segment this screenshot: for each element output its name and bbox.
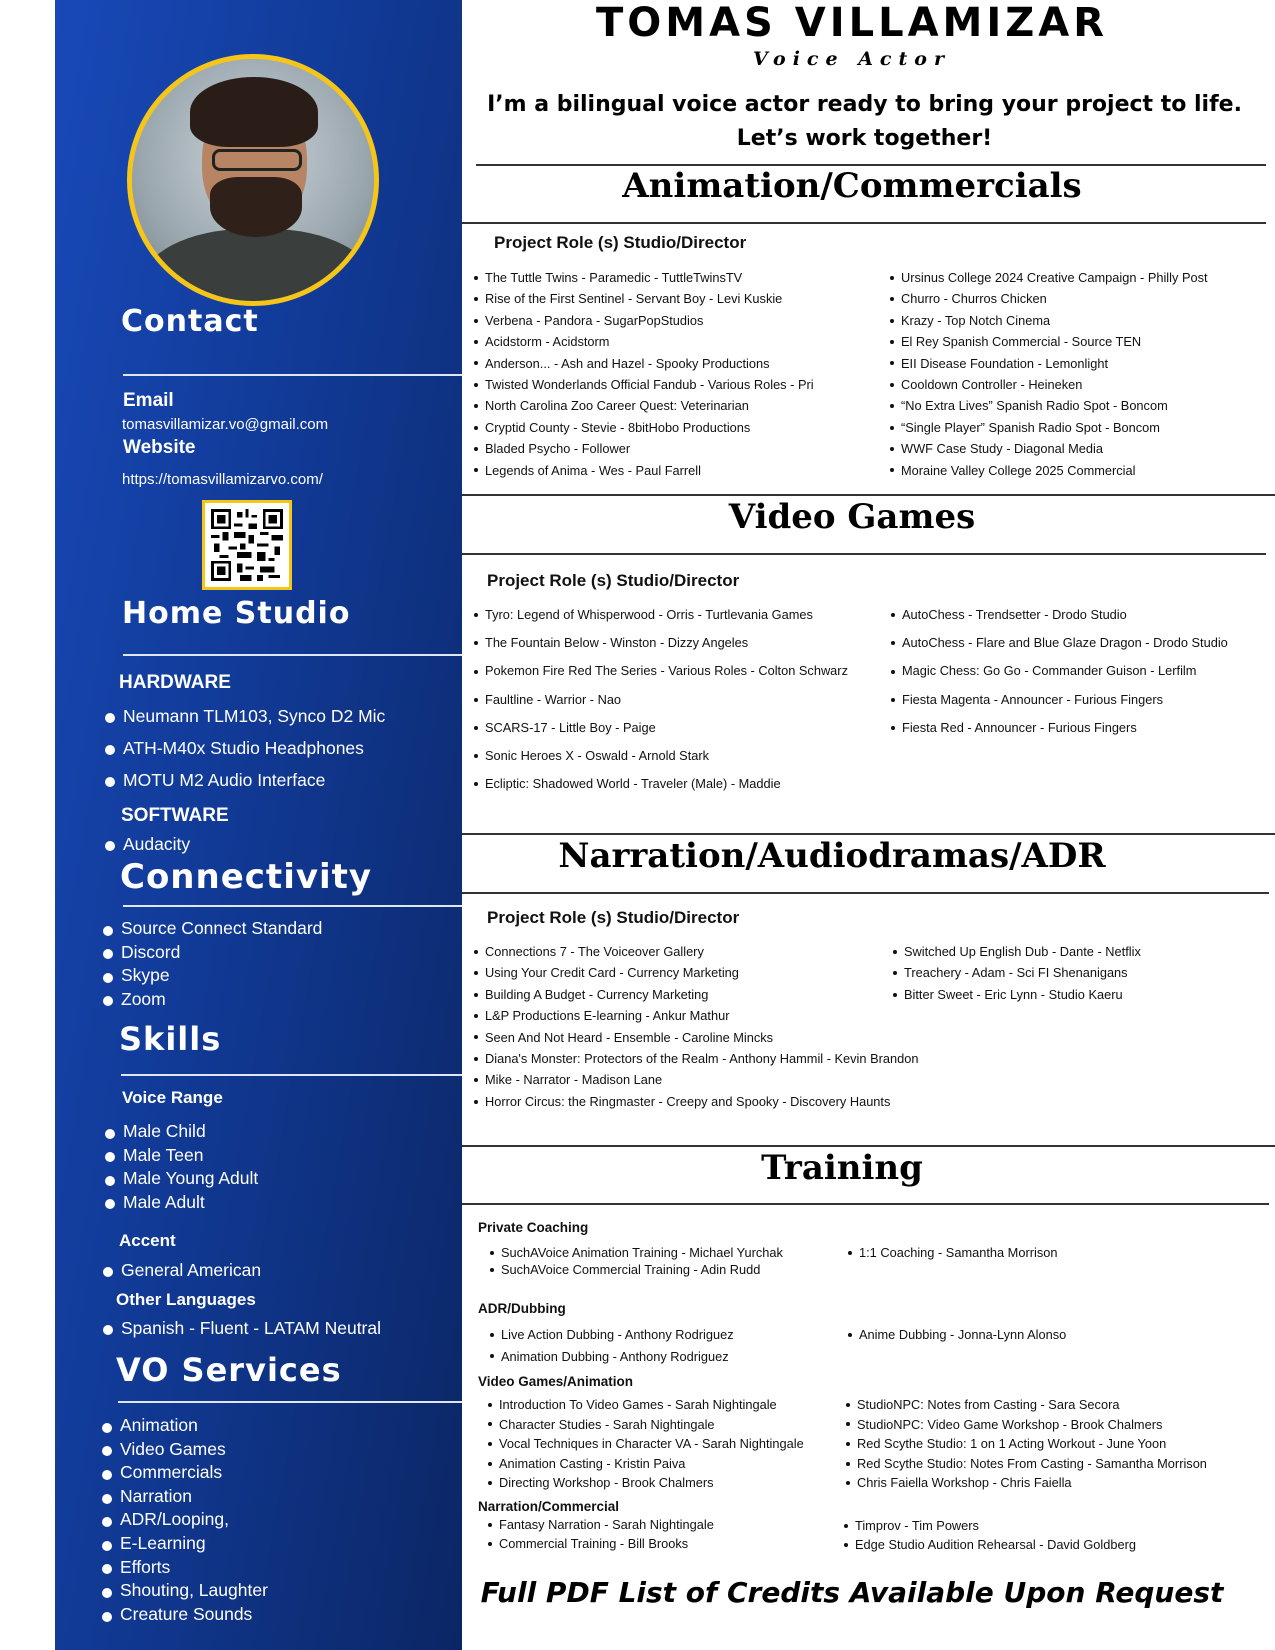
- skills-heading: Skills: [119, 1020, 222, 1058]
- animation-section-title: Animation/Commercials: [622, 166, 1082, 206]
- list-item: Faultline - Warrior - Nao: [474, 686, 848, 714]
- training-subheading: Private Coaching: [478, 1220, 589, 1235]
- list-item: AutoChess - Trendsetter - Drodo Studio: [891, 601, 1228, 629]
- list-item: Animation: [102, 1414, 268, 1438]
- accent-label: Accent: [119, 1231, 176, 1250]
- list-item: Using Your Credit Card - Currency Marketing: [474, 962, 918, 983]
- list-item: Horror Circus: the Ringmaster - Creepy and Spooky - Discovery Haunts: [474, 1091, 918, 1112]
- list-item: Directing Workshop - Brook Chalmers: [488, 1473, 804, 1493]
- list-item: EII Disease Foundation - Lemonlight: [890, 353, 1208, 374]
- list-item: El Rey Spanish Commercial - Source TEN: [890, 331, 1208, 352]
- list-item: Video Games: [102, 1438, 268, 1462]
- other-languages-label: Other Languages: [116, 1290, 256, 1309]
- column-header: Project Role (s) Studio/Director: [487, 571, 740, 590]
- list-item: Source Connect Standard: [103, 917, 322, 941]
- list-item: Seen And Not Heard - Ensemble - Caroline Mincks: [474, 1027, 918, 1048]
- list-item: Churro - Churros Chicken: [890, 288, 1208, 309]
- list-item: Male Adult: [105, 1191, 258, 1215]
- list-item: Male Child: [105, 1120, 258, 1144]
- divider: [462, 1203, 1269, 1205]
- list-item: Tyro: Legend of Whisperwood - Orris - Turtlevania Games: [474, 601, 848, 629]
- training-list: [842, 1517, 1136, 1554]
- list-item: Connections 7 - The Voiceover Gallery: [474, 941, 918, 962]
- narration-credits-right: [893, 941, 1141, 1005]
- list-item: Krazy - Top Notch Cinema: [890, 310, 1208, 331]
- list-item: MOTU M2 Audio Interface: [105, 764, 385, 796]
- contact-heading: Contact: [121, 304, 259, 339]
- list-item: Animation Dubbing - Anthony Rodriguez: [490, 1346, 734, 1368]
- list-item: Ursinus College 2024 Creative Campaign - Philly Post: [890, 267, 1208, 288]
- list-item: Timprov - Tim Powers: [844, 1517, 1136, 1536]
- list-item: 1:1 Coaching - Samantha Morrison: [848, 1244, 1057, 1261]
- list-item: Treachery - Adam - Sci FI Shenanigans: [893, 962, 1141, 983]
- website-link[interactable]: https://tomasvillamizarvo.com/: [122, 471, 323, 488]
- list-item: Chris Faiella Workshop - Chris Faiella: [846, 1473, 1207, 1493]
- list-item: SuchAVoice Commercial Training - Adin Rudd: [490, 1261, 783, 1278]
- list-item: Switched Up English Dub - Dante - Netflix: [893, 941, 1141, 962]
- list-item: Sonic Heroes X - Oswald - Arnold Stark: [474, 742, 848, 770]
- list-item: Neumann TLM103, Synco D2 Mic: [105, 700, 385, 732]
- training-list: [842, 1324, 1066, 1346]
- divider: [462, 892, 1269, 894]
- list-item: StudioNPC: Notes from Casting - Sara Secora: [846, 1395, 1207, 1415]
- vo-services-heading: VO Services: [116, 1351, 342, 1389]
- animation-credits-left: [474, 267, 814, 481]
- software-label: SOFTWARE: [121, 805, 229, 826]
- list-item: Twisted Wonderlands Official Fandub - Various Roles - Pri: [474, 374, 814, 395]
- list-item: Magic Chess: Go Go - Commander Guison - Lerfilm: [891, 657, 1228, 685]
- divider: [118, 1401, 462, 1403]
- profile-photo: [127, 54, 379, 306]
- vo-services-list: [102, 1414, 268, 1626]
- list-item: StudioNPC: Video Game Workshop - Brook Chalmers: [846, 1415, 1207, 1435]
- list-item: Legends of Anima - Wes - Paul Farrell: [474, 460, 814, 481]
- training-subheading: Narration/Commercial: [478, 1499, 620, 1514]
- list-item: Cryptid County - Stevie - 8bitHobo Productions: [474, 417, 814, 438]
- list-item: Cooldown Controller - Heineken: [890, 374, 1208, 395]
- list-item: The Fountain Below - Winston - Dizzy Angeles: [474, 629, 848, 657]
- list-item: Verbena - Pandora - SugarPopStudios: [474, 310, 814, 331]
- list-item: E-Learning: [102, 1532, 268, 1556]
- list-item: WWF Case Study - Diagonal Media: [890, 438, 1208, 459]
- video-games-section-title: Video Games: [728, 497, 976, 537]
- software-list: [105, 832, 190, 856]
- list-item: General American: [103, 1258, 261, 1282]
- email-link[interactable]: tomasvillamizar.vo@gmail.com: [122, 416, 329, 433]
- video-games-credits-left: [474, 601, 848, 798]
- training-subheading: Video Games/Animation: [478, 1374, 634, 1389]
- training-list: [842, 1395, 1207, 1493]
- voice-range-label: Voice Range: [122, 1088, 223, 1107]
- list-item: Acidstorm - Acidstorm: [474, 331, 814, 352]
- list-item: Edge Studio Audition Rehearsal - David Goldberg: [844, 1536, 1136, 1555]
- divider: [462, 494, 1275, 496]
- list-item: Pokemon Fire Red The Series - Various Roles - Colton Schwarz: [474, 657, 848, 685]
- sidebar: [55, 0, 462, 1650]
- name-title: TOMAS VILLAMIZAR: [595, 0, 1108, 46]
- list-item: Audacity: [105, 832, 190, 856]
- list-item: ATH-M40x Studio Headphones: [105, 732, 385, 764]
- column-header: Project Role (s) Studio/Director: [494, 233, 747, 252]
- tagline-line: I’m a bilingual voice actor ready to bring your project to life.: [487, 92, 1242, 117]
- training-list: [490, 1324, 734, 1367]
- role-subtitle: Voice Actor: [753, 48, 951, 70]
- languages-list: [103, 1316, 381, 1340]
- list-item: Anime Dubbing - Jonna-Lynn Alonso: [848, 1324, 1066, 1346]
- tagline: [462, 88, 1267, 156]
- list-item: Male Young Adult: [105, 1167, 258, 1191]
- list-item: Live Action Dubbing - Anthony Rodriguez: [490, 1324, 734, 1346]
- list-item: “Single Player” Spanish Radio Spot - Boncom: [890, 417, 1208, 438]
- list-item: Efforts: [102, 1556, 268, 1580]
- divider: [462, 1145, 1275, 1147]
- connectivity-heading: Connectivity: [120, 857, 373, 897]
- video-games-credits-right: [891, 601, 1228, 742]
- list-item: The Tuttle Twins - Paramedic - TuttleTwinsTV: [474, 267, 814, 288]
- list-item: Fiesta Red - Announcer - Furious Fingers: [891, 714, 1228, 742]
- list-item: Commercial Training - Bill Brooks: [488, 1535, 714, 1554]
- divider: [123, 905, 462, 907]
- training-list: [484, 1395, 804, 1493]
- list-item: Mike - Narrator - Madison Lane: [474, 1069, 918, 1090]
- training-subheading: ADR/Dubbing: [478, 1301, 566, 1316]
- list-item: Moraine Valley College 2025 Commercial: [890, 460, 1208, 481]
- main-content: [462, 0, 1275, 1650]
- divider: [123, 374, 462, 376]
- list-item: Animation Casting - Kristin Paiva: [488, 1454, 804, 1474]
- list-item: SCARS-17 - Little Boy - Paige: [474, 714, 848, 742]
- column-header: Project Role (s) Studio/Director: [487, 908, 740, 927]
- narration-section-title: Narration/Audiodramas/ADR: [558, 836, 1106, 876]
- voice-range-list: [105, 1120, 258, 1214]
- training-list: [842, 1244, 1057, 1261]
- training-list: [490, 1244, 783, 1278]
- narration-credits-left: [474, 941, 918, 1112]
- list-item: L&P Productions E-learning - Ankur Mathur: [474, 1005, 918, 1026]
- list-item: Shouting, Laughter: [102, 1579, 268, 1603]
- list-item: Red Scythe Studio: 1 on 1 Acting Workout - June Yoon: [846, 1434, 1207, 1454]
- list-item: Discord: [103, 941, 322, 965]
- list-item: Commercials: [102, 1461, 268, 1485]
- list-item: Creature Sounds: [102, 1603, 268, 1627]
- list-item: Ecliptic: Shadowed World - Traveler (Male) - Maddie: [474, 770, 848, 798]
- list-item: Skype: [103, 964, 322, 988]
- hardware-list: [105, 700, 385, 796]
- list-item: AutoChess - Flare and Blue Glaze Dragon - Drodo Studio: [891, 629, 1228, 657]
- list-item: Anderson... - Ash and Hazel - Spooky Productions: [474, 353, 814, 374]
- list-item: Rise of the First Sentinel - Servant Boy - Levi Kuskie: [474, 288, 814, 309]
- hardware-label: HARDWARE: [119, 672, 231, 693]
- divider: [121, 1074, 462, 1076]
- list-item: Red Scythe Studio: Notes From Casting - Samantha Morrison: [846, 1454, 1207, 1474]
- tagline-line: Let’s work together!: [736, 126, 993, 151]
- training-section-title: Training: [761, 1148, 923, 1188]
- list-item: Bladed Psycho - Follower: [474, 438, 814, 459]
- divider: [462, 222, 1266, 224]
- website-label: Website: [123, 437, 196, 458]
- list-item: Fantasy Narration - Sarah Nightingale: [488, 1516, 714, 1535]
- list-item: ADR/Looping,: [102, 1508, 268, 1532]
- divider: [462, 553, 1266, 555]
- qr-code[interactable]: [202, 500, 292, 590]
- list-item: Introduction To Video Games - Sarah Nightingale: [488, 1395, 804, 1415]
- list-item: Vocal Techniques in Character VA - Sarah Nightingale: [488, 1434, 804, 1454]
- home-studio-heading: Home Studio: [122, 596, 351, 631]
- list-item: Spanish - Fluent - LATAM Neutral: [103, 1316, 381, 1340]
- divider: [123, 654, 462, 656]
- email-label: Email: [123, 390, 174, 411]
- list-item: Building A Budget - Currency Marketing: [474, 984, 918, 1005]
- footer-note: Full PDF List of Credits Available Upon Request: [480, 1576, 1224, 1609]
- list-item: Character Studies - Sarah Nightingale: [488, 1415, 804, 1435]
- list-item: Fiesta Magenta - Announcer - Furious Fingers: [891, 686, 1228, 714]
- list-item: Bitter Sweet - Eric Lynn - Studio Kaeru: [893, 984, 1141, 1005]
- list-item: Zoom: [103, 988, 322, 1012]
- connectivity-list: [103, 917, 322, 1011]
- list-item: SuchAVoice Animation Training - Michael Yurchak: [490, 1244, 783, 1261]
- accent-list: [103, 1258, 261, 1282]
- list-item: Narration: [102, 1485, 268, 1509]
- list-item: Male Teen: [105, 1144, 258, 1168]
- list-item: North Carolina Zoo Career Quest: Veterinarian: [474, 395, 814, 416]
- list-item: “No Extra Lives” Spanish Radio Spot - Boncom: [890, 395, 1208, 416]
- animation-credits-right: [890, 267, 1208, 481]
- training-list: [484, 1516, 714, 1553]
- divider: [462, 833, 1275, 835]
- list-item: Diana's Monster: Protectors of the Realm - Anthony Hammil - Kevin Brandon: [474, 1048, 918, 1069]
